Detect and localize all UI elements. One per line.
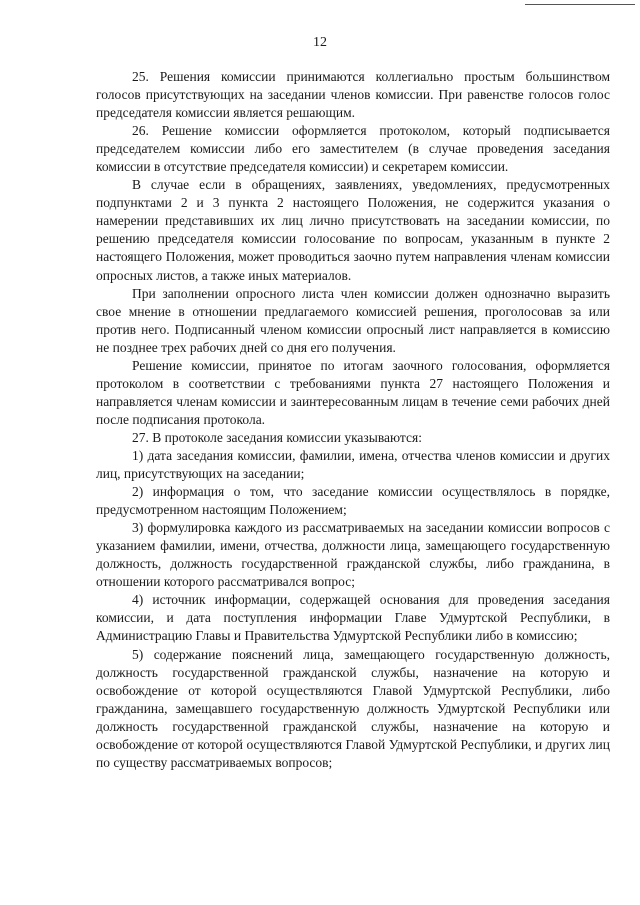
list-item-5: 5) содержание пояснений лица, замещающего государственную должность, должность государственной гражданской службы, назначение на которую и освобождение от которой осуществляются Главой Удмуртской Республики, либо гражданина, замещавшего государственную должность Удмуртской Республики или должность государственной гражданской службы, назначение на которую и освобождение от которой осуществляются Главой Удмуртской Республики, и других лиц по существу рассматриваемых вопросов; xyxy=(96,646,610,770)
paragraph-absentee-decision: Решение комиссии, принятое по итогам заочного голосования, оформляется протоколом в соответствии с требованиями пункта 27 настоящего Положения и направляется членам комиссии и заинтересованным лицам в течение семи рабочих дней после подписания протокола. xyxy=(96,357,610,427)
page-number: 12 xyxy=(313,35,327,50)
document-body xyxy=(96,68,610,772)
paragraph-27: 27. В протоколе заседания комиссии указываются: xyxy=(132,429,422,445)
list-item-4: 4) источник информации, содержащей основания для проведения заседания комиссии, и дата поступления информации Главе Удмуртской Республики, в Администрацию Главы и Правительства Удмуртской Республики либо в комиссию; xyxy=(96,592,610,644)
list-item-1: 1) дата заседания комиссии, фамилии, имена, отчества членов комиссии и других лиц, присутствующих на заседании; xyxy=(96,447,610,482)
paragraph-questionnaire: При заполнении опросного листа член комиссии должен однозначно выразить свое мнение в отношении предлагаемого комиссией решения, проголосовав за или против него. Подписанный членом комиссии опросный лист направляется в комиссию не позднее трех рабочих дней со дня его получения. xyxy=(96,285,610,355)
paragraph-25: 25. Решения комиссии принимаются коллегиально простым большинством голосов присутствующих на заседании членов комиссии. При равенстве голосов голос председателя комиссии является решающим. xyxy=(96,69,610,121)
top-rule-line xyxy=(525,4,635,5)
paragraph-absentee-voting: В случае если в обращениях, заявлениях, уведомлениях, предусмотренных подпунктами 2 и 3 пункта 2 настоящего Положения, не содержится указания о намерении представивших их лиц лично присутствовать на заседании комиссии, по решению председателя комиссии голосование по вопросам, указанным в пункте 2 настоящего Положения, может проводиться заочно путем направления членам комиссии опросных листов, а также иных материалов. xyxy=(96,177,610,283)
paragraph-26: 26. Решение комиссии оформляется протоколом, который подписывается председателем комиссии либо его заместителем (в случае проведения заседания комиссии в отсутствие председателя комиссии) и секретарем комиссии. xyxy=(96,123,610,175)
list-item-2: 2) информация о том, что заседание комиссии осуществлялось в порядке, предусмотренном настоящим Положением; xyxy=(96,484,610,518)
list-item-3: 3) формулировка каждого из рассматриваемых на заседании комиссии вопросов с указанием фамилии, имени, отчества, должности лица, замещающего государственную должность, должность государственной гражданской службы, либо гражданина, в отношении которого рассматривался вопрос; xyxy=(96,520,610,590)
